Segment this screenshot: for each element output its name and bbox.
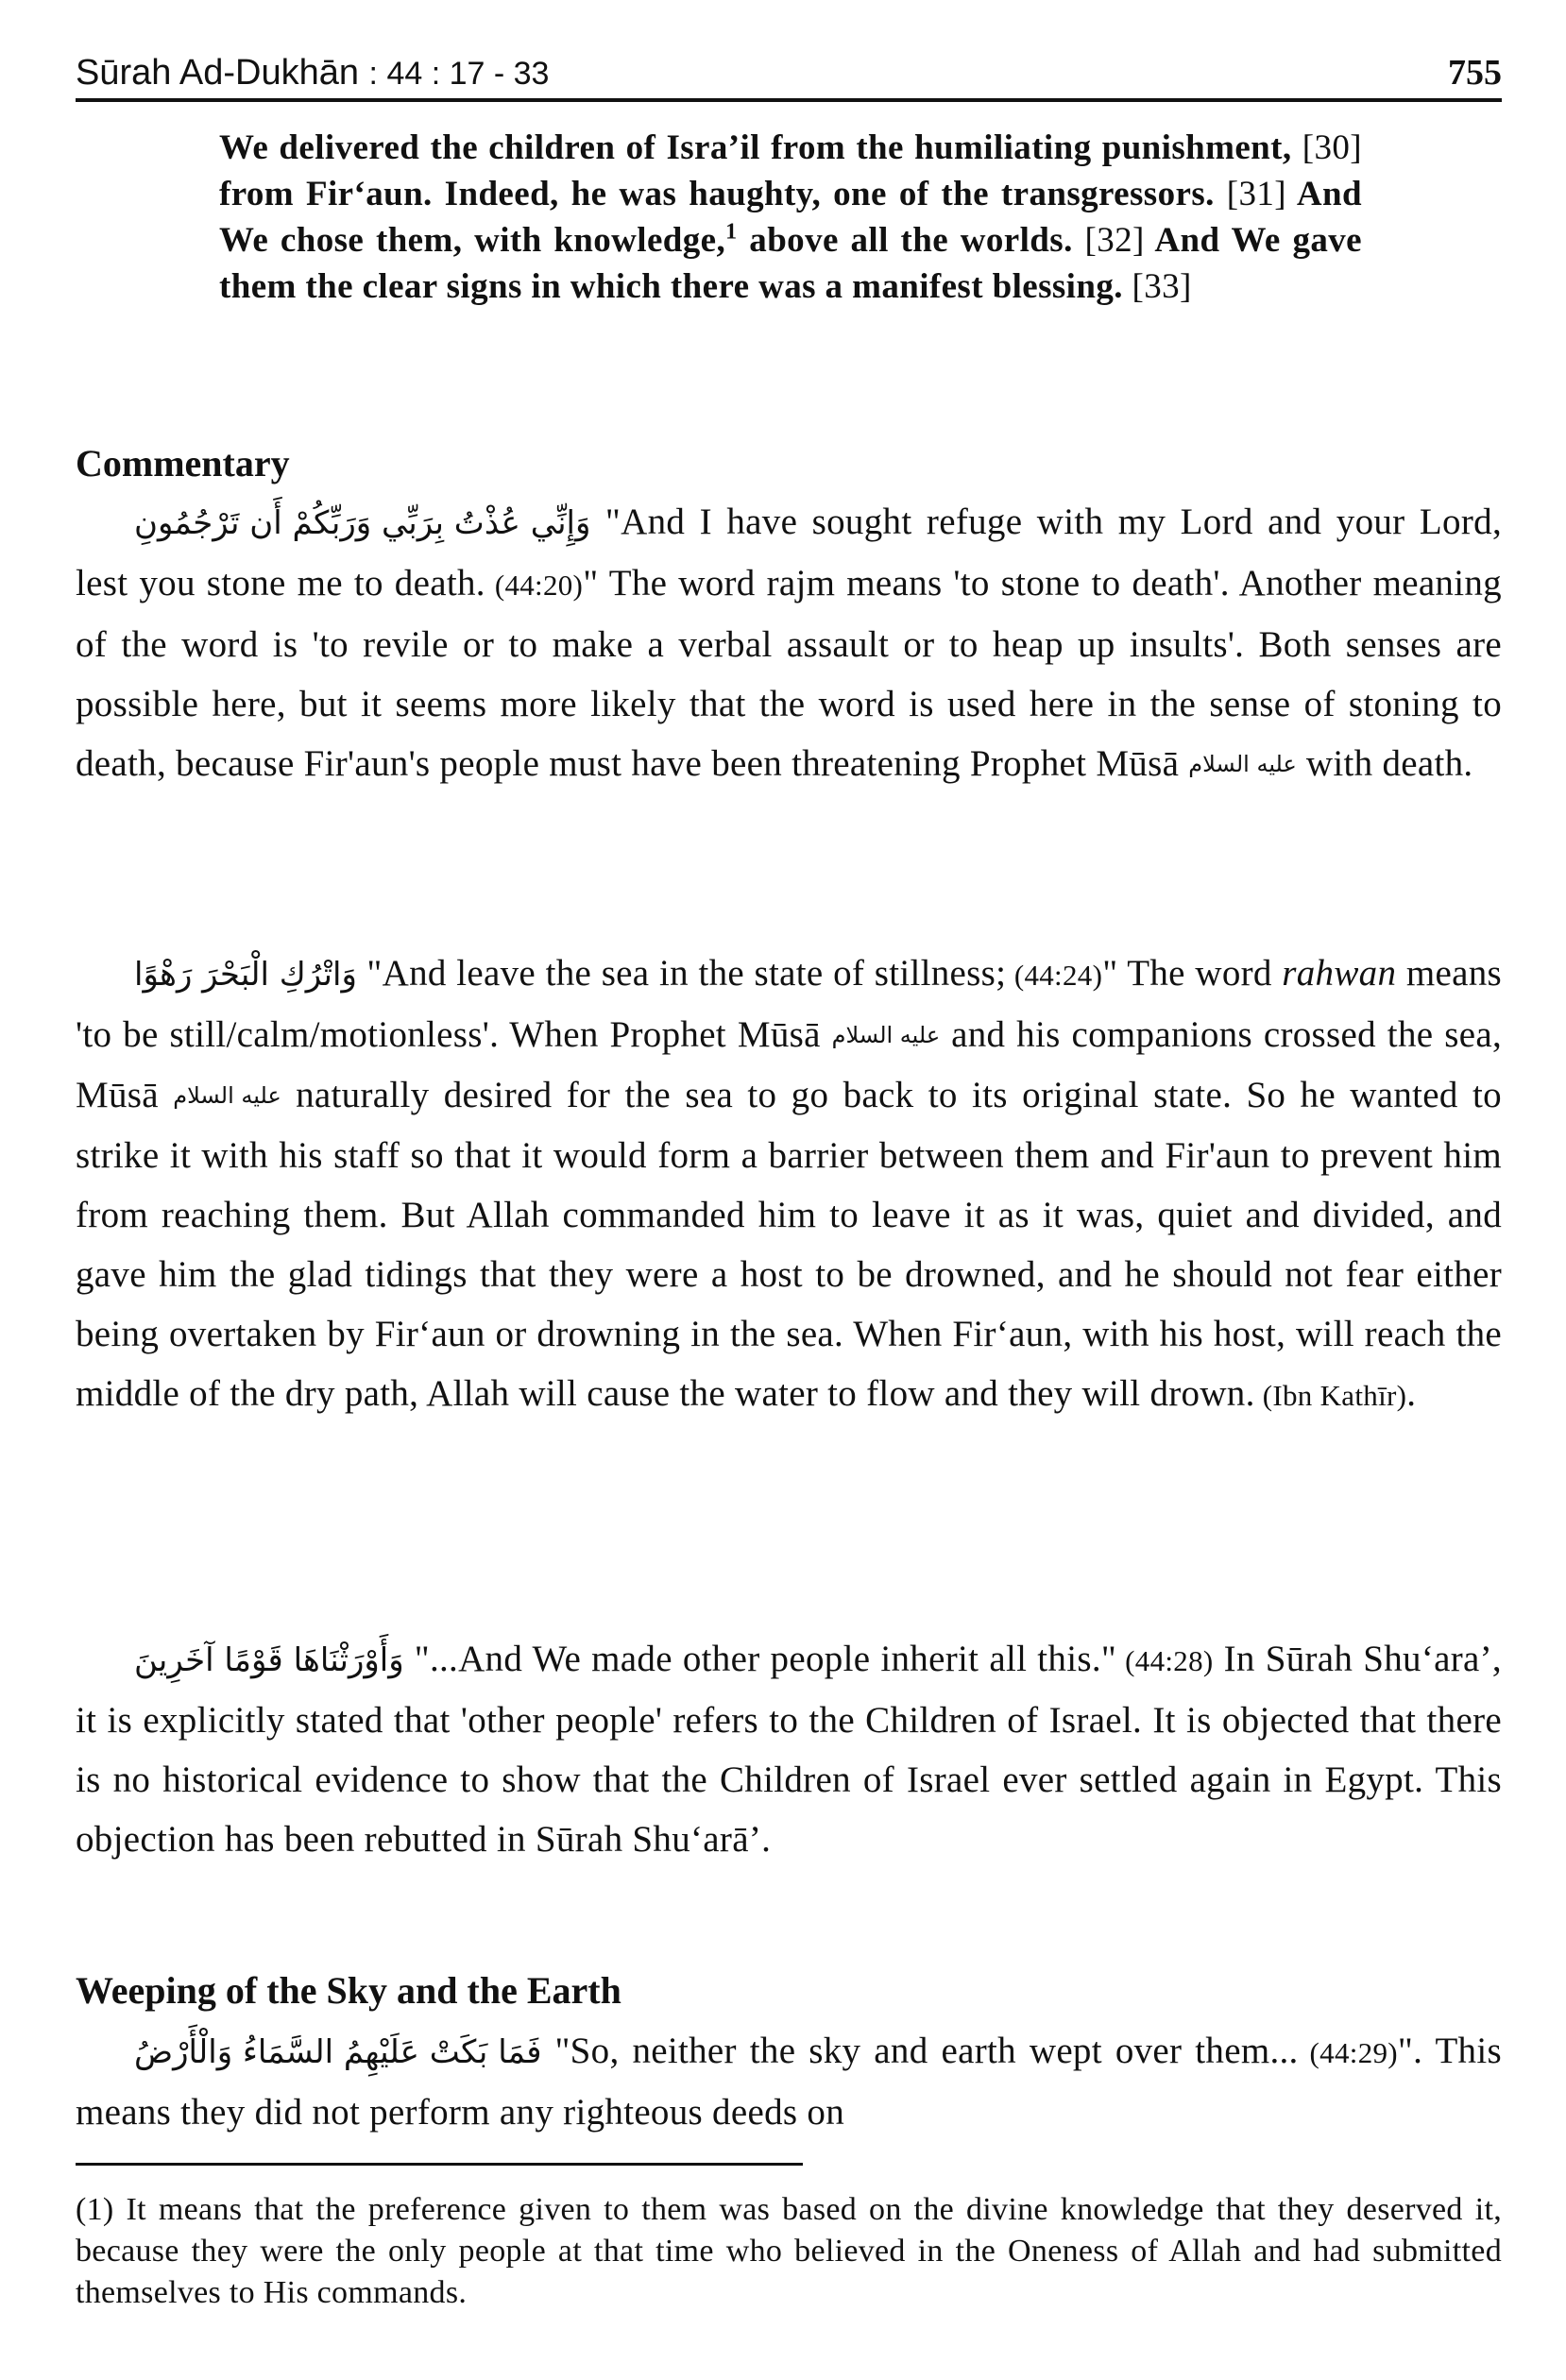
source-reference: (Ibn Kathīr) [1254,1379,1407,1412]
verse-text: above all the worlds. [737,221,1085,260]
paragraph-text: In Sūrah Shu‘ara’, it is explicitly stated that 'other people' refers to the Children of Israel. It is objected that there is no historical evidence to show that the Children of Israel ever settled again in Egypt. This objection has been rebutted in Sūrah Shu‘arā’. [76,1639,1502,1860]
header-rule [76,98,1502,102]
surah-title [76,55,549,91]
paragraph-text: means 'to be still/calm/motionless'. When Prophet Mūsā [76,953,1502,1055]
paragraph-text: " The word rajm means 'to stone to death'. Another meaning of the word is 'to revile or to make a verbal assault or to heap up insults'. Both senses are possible here, but it seems more likely that the word is used here in the sense of stoning to death, because Fir'aun's people must have been threatening Prophet Mūsā [76,563,1502,784]
verse-number: [32] [1084,221,1145,260]
section-heading: Weeping of the Sky and the Earth [76,1969,621,2012]
verse-range: : 44 : 17 - 33 [368,56,550,92]
translation-quote: "...And We made other people inherit all this." [414,1639,1117,1679]
translation-quote: "And leave the sea in the state of stillness; [366,953,1007,994]
verse-number: [31] [1226,175,1286,213]
paragraph-text: . [1406,1373,1417,1414]
verse-reference: (44:20) [485,569,584,602]
commentary-paragraph-2 [76,944,1502,1425]
verse-text: And We chose them, with knowledge, [219,175,1363,260]
surah-name: Sūrah Ad-Dukhān [76,53,359,93]
paragraph-text: with death. [1296,743,1473,784]
verse-reference: (44:28) [1116,1644,1214,1677]
running-head [76,36,1502,91]
commentary-paragraph-3 [76,1629,1502,1869]
verse-number: [33] [1132,267,1192,306]
footnote: (1) It means that the preference given to them was based on the divine knowledge that they deserved it, because they were the only people at that time who believed in the Oneness of Allah and had submitted themselves to His commands. [76,2192,1502,2310]
honorific-glyph: عليه السلام [831,1022,941,1048]
commentary-paragraph-1 [76,492,1502,794]
paragraph-text: " The word [1102,953,1283,994]
arabic-quote: وَأَوْرَثْنَاهَا قَوْمًا آخَرِينَ [134,1641,404,1679]
verse-text: We delivered the children of Isra’il from the humiliating punishment, [219,128,1302,167]
paragraph-text: ". This means they did not perform any righteous deeds on [76,2031,1502,2133]
verse-reference: (44:24) [1006,959,1103,992]
honorific-glyph: عليه السلام [1188,751,1297,777]
verse-text: And We gave them the clear signs in which there was a manifest blessing. [219,221,1362,306]
section-paragraph-1 [76,2021,1502,2142]
translation-block [219,125,1362,310]
page-number: 755 [1448,53,1502,93]
italic-term: rahwan [1282,953,1397,994]
verse-text: from Fir‘aun. Indeed, he was haughty, one of the transgressors. [219,175,1227,213]
translation-quote: "And I have sought refuge with my Lord and your Lord, lest you stone me to death. [76,502,1502,604]
honorific-glyph: عليه السلام [173,1082,281,1109]
verse-number: [30] [1302,128,1362,167]
verse-reference: (44:29) [1298,2036,1398,2069]
paragraph-text: and his companions crossed the sea, Mūsā [76,1014,1502,1115]
footnote-separator [76,2163,803,2166]
arabic-quote: وَاتْرُكِ الْبَحْرَ رَهْوًا [134,956,357,994]
paragraph-text: naturally desired for the sea to go back to its original state. So he wanted to strike it with his staff so that it would form a barrier between them and Fir'aun to prevent him from reaching them. But Allah commanded him to leave it as it was, quiet and divided, and gave him the glad tidings that they were a host to be drowned, and he should not fear either being overtaken by Fir‘aun or drowning in the sea. When Fir‘aun, with his host, will reach the middle of the dry path, Allah will cause the water to flow and they will drown. [76,1075,1502,1414]
arabic-quote: وَإِنِّي عُذْتُ بِرَبِّي وَرَبِّكُمْ أَن تَرْجُمُونِ [134,504,591,542]
arabic-quote: فَمَا بَكَتْ عَلَيْهِمُ السَّمَاءُ وَالْأَرْضُ [134,2033,542,2071]
footnote-marker: 1 [725,219,738,245]
commentary-heading: Commentary [76,442,290,484]
translation-quote: "So, neither the sky and earth wept over them... [554,2031,1299,2071]
